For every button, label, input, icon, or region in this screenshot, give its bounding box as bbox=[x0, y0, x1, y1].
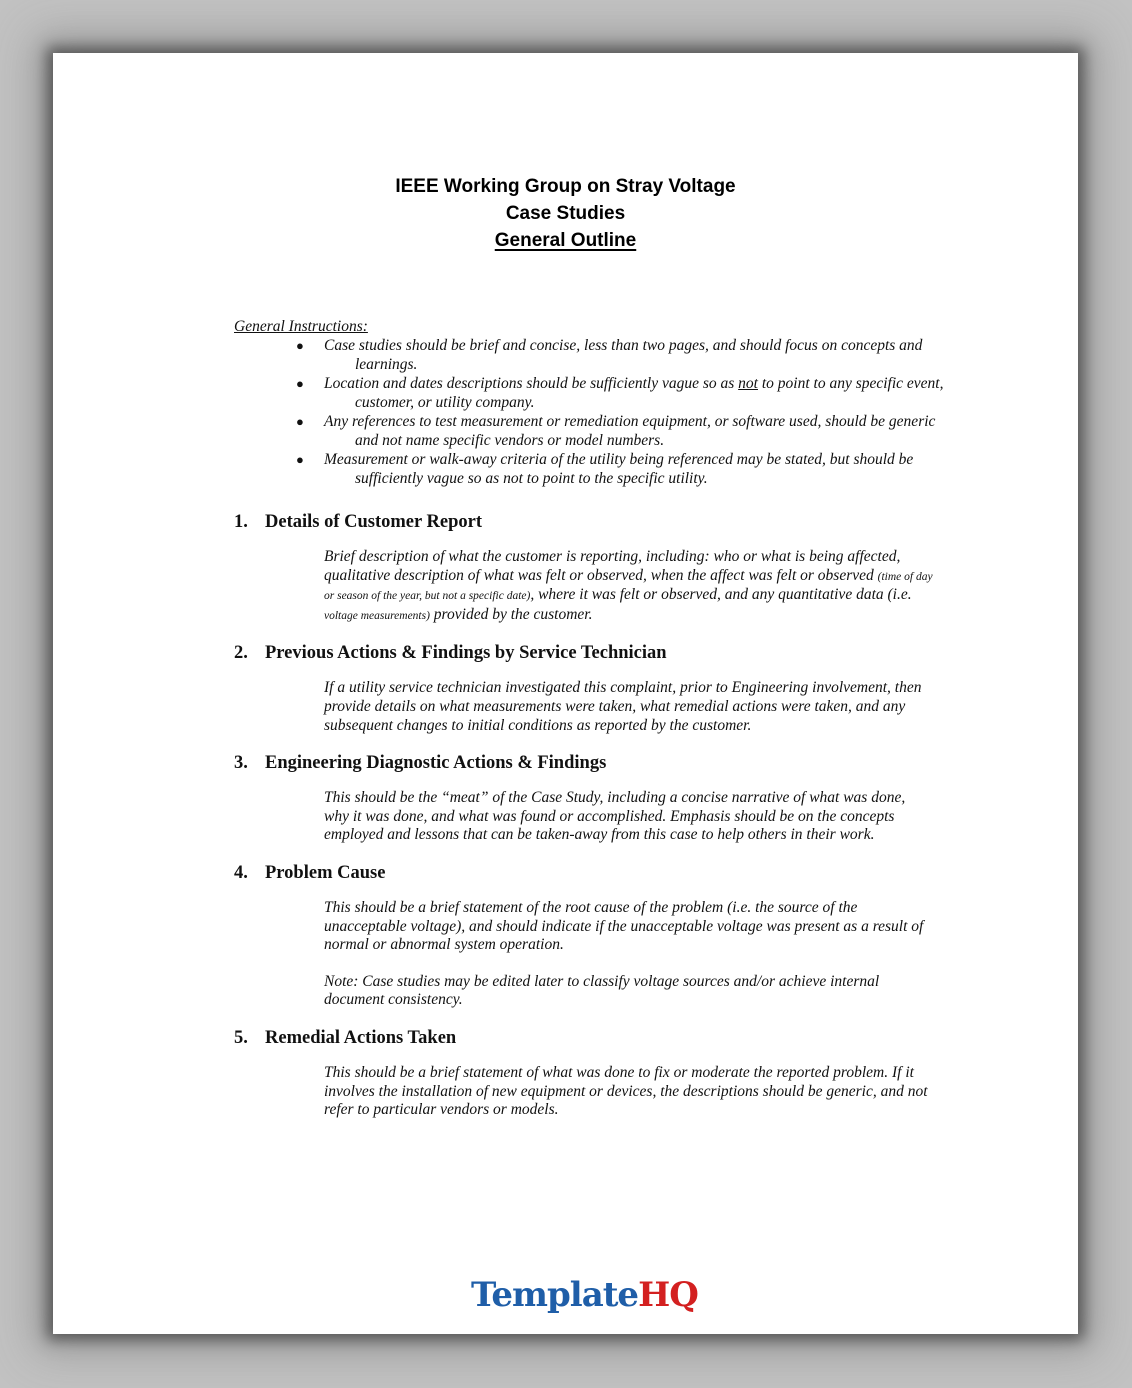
instruction-item bbox=[234, 336, 954, 374]
instruction-text-part: Measurement or walk-away criteria of the utility being referenced may be stated, but should be sufficiently vague so as not to point to the specific utility. bbox=[324, 451, 914, 487]
section-heading bbox=[234, 751, 954, 775]
title-line-3 bbox=[53, 227, 1078, 254]
section-number: 4. bbox=[234, 862, 248, 883]
bullet-dot-icon: ● bbox=[296, 452, 304, 467]
section-customer-report bbox=[234, 510, 954, 625]
instruction-item bbox=[234, 450, 954, 488]
section-paragraph: If a utility service technician investigated this complaint, prior to Engineering involvement, then provide details on what measurements were taken, what remedial actions were taken, and any subsequent changes to initial conditions as reported by the customer. bbox=[324, 679, 922, 734]
section-problem-cause bbox=[234, 861, 954, 1010]
instruction-text bbox=[324, 412, 954, 450]
section-title: Engineering Diagnostic Actions & Findings bbox=[265, 753, 607, 774]
section-paragraph: This should be the “meat” of the Case Study, including a concise narrative of what was done, why it was done, and what was found or accomplished. Emphasis should be on the concepts employed and lessons that can be taken-away from this case to help others in their work. bbox=[324, 789, 906, 844]
section-number: 3. bbox=[234, 753, 248, 774]
section-heading bbox=[234, 1026, 954, 1050]
instruction-text bbox=[324, 374, 954, 412]
section-heading bbox=[234, 641, 954, 665]
logo-part-hq: HQ bbox=[638, 1275, 698, 1315]
section-previous-actions bbox=[234, 641, 954, 735]
bullet-dot-icon: ● bbox=[296, 338, 304, 353]
instruction-text-part: Location and dates descriptions should be sufficiently vague so as bbox=[324, 375, 739, 392]
title-line-2: Case Studies bbox=[505, 203, 626, 224]
section-title: Previous Actions & Findings by Service Technician bbox=[265, 643, 667, 664]
title-line-1: IEEE Working Group on Stray Voltage bbox=[395, 176, 736, 197]
document-page bbox=[53, 53, 1078, 1334]
paragraph-text: , where it was felt or observed, and any quantitative data (i.e. bbox=[530, 586, 912, 604]
section-title: Details of Customer Report bbox=[265, 512, 482, 532]
paragraph-small-text: (time of day or season of the year, but not a specific date) bbox=[324, 570, 933, 603]
instruction-text-part: to point to any specific event, customer, or utility company. bbox=[355, 375, 944, 411]
section-heading bbox=[234, 861, 954, 885]
instruction-item bbox=[234, 374, 954, 412]
section-paragraph: This should be a brief statement of the root cause of the problem (i.e. the source of the unacceptable voltage), and should indicate if the unacceptable voltage was present as a result of normal or abnormal system operation. bbox=[324, 898, 924, 954]
bullet-dot-icon: ● bbox=[296, 414, 304, 429]
instruction-underlined-word: not bbox=[738, 375, 758, 392]
instruction-item bbox=[234, 412, 954, 450]
section-paragraph: This should be a brief statement of what was done to fix or moderate the reported problem. If it involves the installation of new equipment or devices, the descriptions should be generic, and not refer to particular vendors or models. bbox=[324, 1063, 928, 1119]
section-title: Remedial Actions Taken bbox=[265, 1027, 457, 1048]
section-remedial-actions bbox=[234, 1026, 954, 1120]
bullet-dot-icon: ● bbox=[296, 376, 304, 391]
document-body bbox=[234, 317, 954, 1120]
section-number: 5. bbox=[234, 1027, 248, 1048]
logo-part-template: Template bbox=[471, 1275, 639, 1315]
section-title: Problem Cause bbox=[265, 862, 386, 883]
paragraph-text: provided by the customer. bbox=[429, 605, 593, 623]
general-instructions-list bbox=[234, 336, 954, 488]
instruction-text bbox=[324, 450, 954, 488]
section-engineering-diagnostic bbox=[234, 751, 954, 845]
instruction-text-part: Case studies should be brief and concise, less than two pages, and should focus on concepts and learnings. bbox=[324, 337, 923, 373]
title-line-3-text: General Outline bbox=[494, 230, 637, 251]
general-instructions-label: General Instructions: bbox=[234, 318, 368, 335]
section-paragraph bbox=[324, 548, 934, 625]
paragraph-text: Brief description of what the customer is reporting, including: who or what is being affected, qualitative description of what was felt or observed, when the affect was felt or observed bbox=[324, 548, 901, 584]
instruction-text-part: Any references to test measurement or remediation equipment, or software used, should be generic and not name specific vendors or model numbers. bbox=[324, 413, 936, 449]
section-note: Note: Case studies may be edited later to classify voltage sources and/or achieve internal document consistency. bbox=[324, 972, 880, 1009]
section-heading bbox=[234, 510, 954, 534]
document-title bbox=[53, 173, 1078, 254]
instruction-text bbox=[324, 336, 954, 374]
paragraph-small-text: voltage measurements) bbox=[324, 609, 430, 622]
section-number: 1. bbox=[234, 512, 248, 532]
section-number: 2. bbox=[234, 643, 248, 664]
templatehq-watermark-logo bbox=[471, 1275, 698, 1315]
